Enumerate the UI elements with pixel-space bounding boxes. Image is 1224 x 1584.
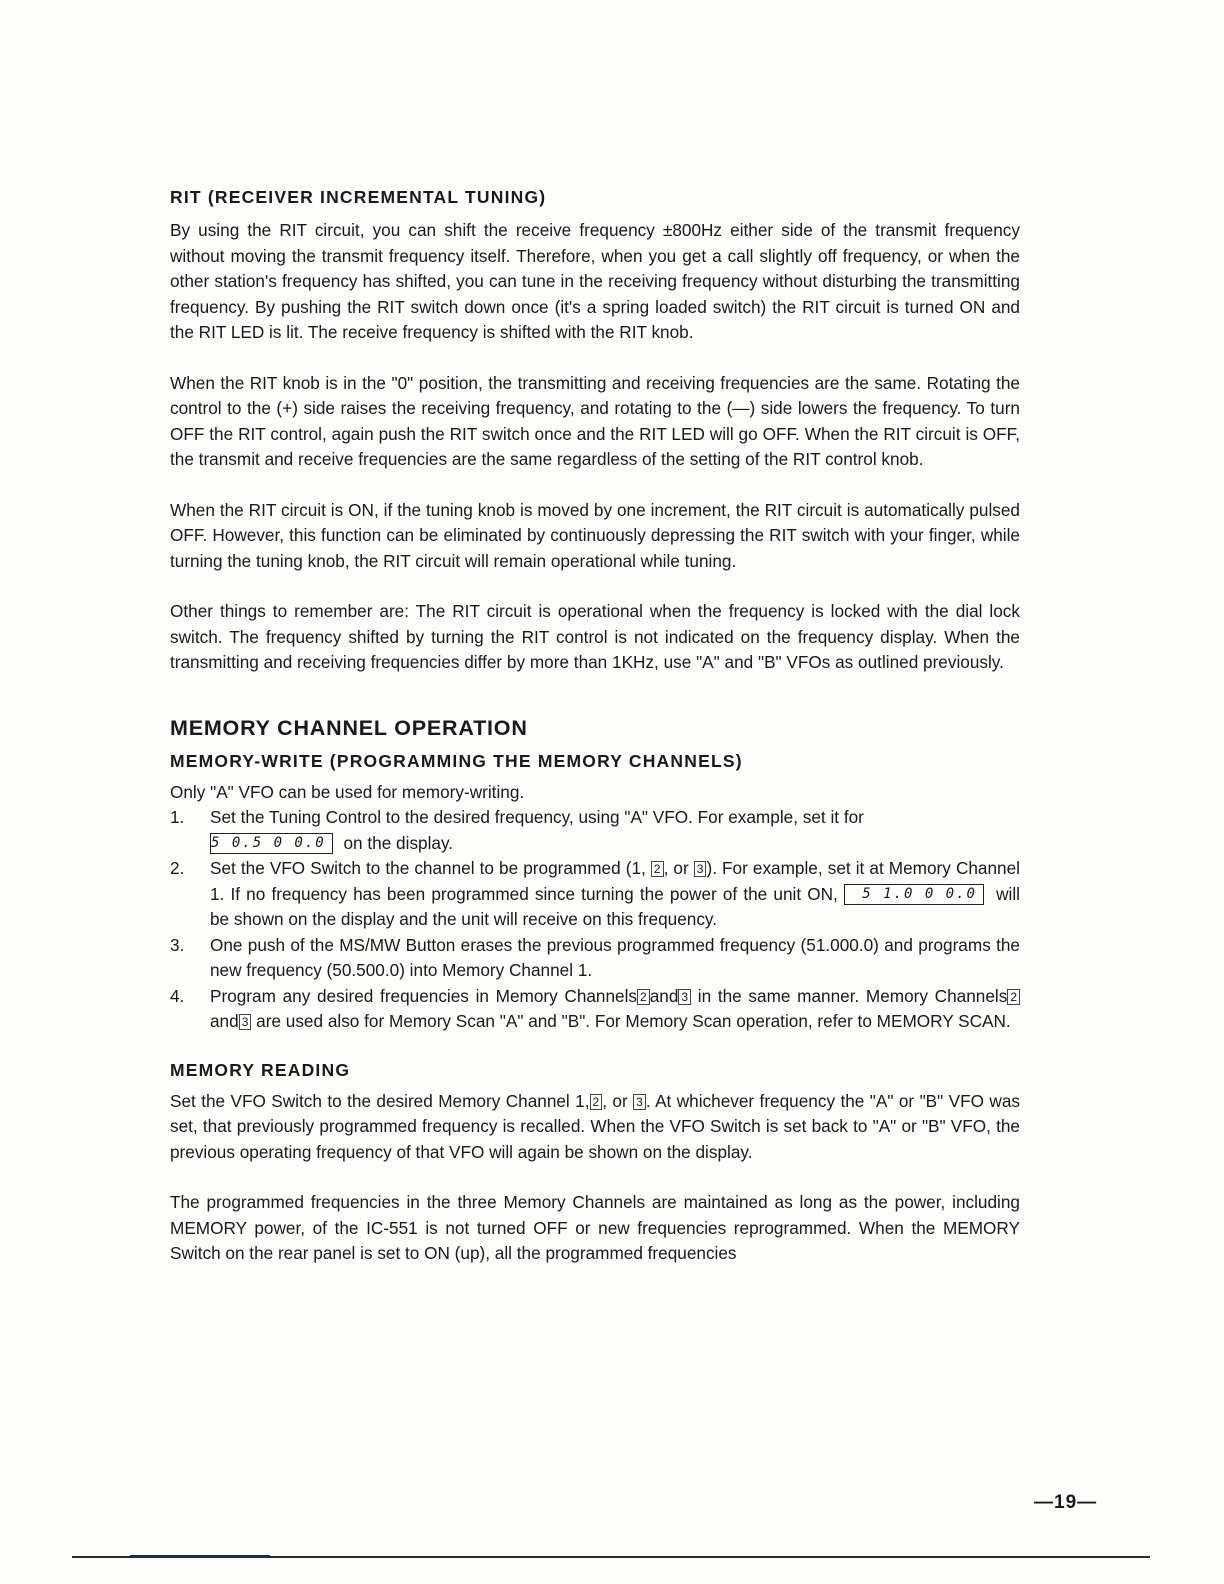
rit-paragraph-2: When the RIT knob is in the "0" position, the transmitting and receiving frequencies are the same. Rotating the control to the (+) side raises the receiving frequency, and rotating to the (—) side lowers the frequency. To turn OFF the RIT control, again push the RIT switch once and the RIT LED will go OFF. When the RIT circuit is OFF, the transmit and receive frequencies are the same regardless of the setting of the RIT control knob. (170, 372, 1020, 469)
memory-write-intro: Only "A" VFO can be used for memory-writing. (170, 781, 525, 802)
rit-paragraph-1: By using the RIT circuit, you can shift the receive frequency ±800Hz either side of the transmit frequency without moving the transmit frequency itself. Therefore, when you get a call slightly off frequency, or when the other station's frequency has shifted, you can tune in the receiving frequency without disturbing the transmitting frequency. By pushing the RIT switch down once (it's a spring loaded switch) the RIT circuit is turned ON and the RIT LED is lit. The receive frequency is shifted with the RIT knob. (170, 220, 1020, 342)
step-2 (170, 856, 1020, 933)
memory-reading-paragraph-2: The programmed frequencies in the three Memory Channels are maintained as long as the power, including MEMORY power, of the IC-551 is not turned OFF or new frequencies reprogrammed. When the MEMORY Switch on the rear panel is set to ON (up), all the programmed frequencies (170, 1192, 1020, 1263)
step-text: and (649, 985, 679, 1006)
page-number: —19— (1034, 1492, 1098, 1513)
bottom-rule-accent (130, 1555, 270, 1558)
step-text: Set the VFO Switch to the channel to be programmed (1, (210, 858, 646, 878)
step-text: in the same manner. Memory Channels (697, 985, 1008, 1006)
step-text: will be shown on the display and the unit will receive on this frequency. (210, 883, 1020, 929)
memory-reading-paragraph-1 (170, 1089, 1020, 1166)
channel-2-marker: 2 (637, 989, 650, 1005)
step-text: on the display. (343, 832, 454, 853)
frequency-display-readout: 5 0.5 0 0.0 (210, 833, 333, 854)
channel-2-marker: 2 (651, 861, 664, 877)
channel-3-marker: 3 (694, 861, 707, 877)
step-text: One push of the MS/MW Button erases the previous programmed frequency (51.000.0) and programs the new frequency (50.500.0) into Memory Channel 1. (210, 934, 1020, 980)
memory-heading: MEMORY CHANNEL OPERATION (170, 715, 528, 740)
step-number: 3. (170, 934, 185, 955)
frequency-display-readout: 5 1.0 0 0.0 (844, 884, 984, 905)
step-number: 4. (170, 985, 185, 1006)
para-text: Set the VFO Switch to the desired Memory Channel 1, (170, 1090, 590, 1111)
step-4 (170, 984, 1020, 1035)
step-text: ). For example, set it at Memory Channel 1. If no frequency has been programmed since turning the power of the unit ON, (210, 858, 1020, 904)
channel-3-marker: 3 (239, 1014, 252, 1030)
step-text: Program any desired frequencies in Memory Channels (210, 985, 638, 1006)
channel-3-marker: 3 (678, 989, 691, 1005)
rit-heading: RIT (RECEIVER INCREMENTAL TUNING) (170, 187, 547, 207)
channel-2-marker: 2 (590, 1094, 603, 1110)
para-text: . At whichever frequency the "A" or "B" VFO was set, that previously programmed frequency is recalled. When the VFO Switch is set back to "A" or "B" VFO, the previous operating frequency of that VFO will again be shown on the display. (170, 1090, 1020, 1162)
memory-write-heading: MEMORY-WRITE (PROGRAMMING THE MEMORY CHANNELS) (170, 750, 743, 771)
para-text: , or (602, 1090, 628, 1111)
rit-paragraph-3: When the RIT circuit is ON, if the tuning knob is moved by one increment, the RIT circuit is automatically pulsed OFF. However, this function can be eliminated by continuously depressing the RIT switch with your finger, while turning the tuning knob, the RIT circuit will remain operational while tuning. (170, 499, 1020, 571)
memory-write-steps (170, 805, 1020, 1035)
page-content (170, 186, 1020, 1292)
rit-paragraph-4: Other things to remember are: The RIT circuit is operational when the frequency is locked with the dial lock switch. The frequency shifted by turning the RIT control is not indicated on the frequency display. When the transmitting and receiving frequencies differ by more than 1KHz, use "A" and "B" VFOs as outlined previously. (170, 601, 1020, 672)
step-text: and (210, 1011, 239, 1031)
step-number: 1. (170, 807, 185, 827)
memory-reading-heading: MEMORY READING (170, 1059, 351, 1080)
channel-2-marker: 2 (1007, 989, 1020, 1005)
step-text: , or (663, 858, 689, 878)
channel-3-marker: 3 (633, 1094, 646, 1110)
step-text: are used also for Memory Scan "A" and "B". For Memory Scan operation, refer to MEMORY SCAN. (256, 1011, 1011, 1031)
step-number: 2. (170, 858, 185, 878)
step-3 (170, 933, 1020, 984)
step-1 (170, 805, 1020, 856)
step-text: Set the Tuning Control to the desired frequency, using "A" VFO. For example, set it for (210, 807, 864, 827)
